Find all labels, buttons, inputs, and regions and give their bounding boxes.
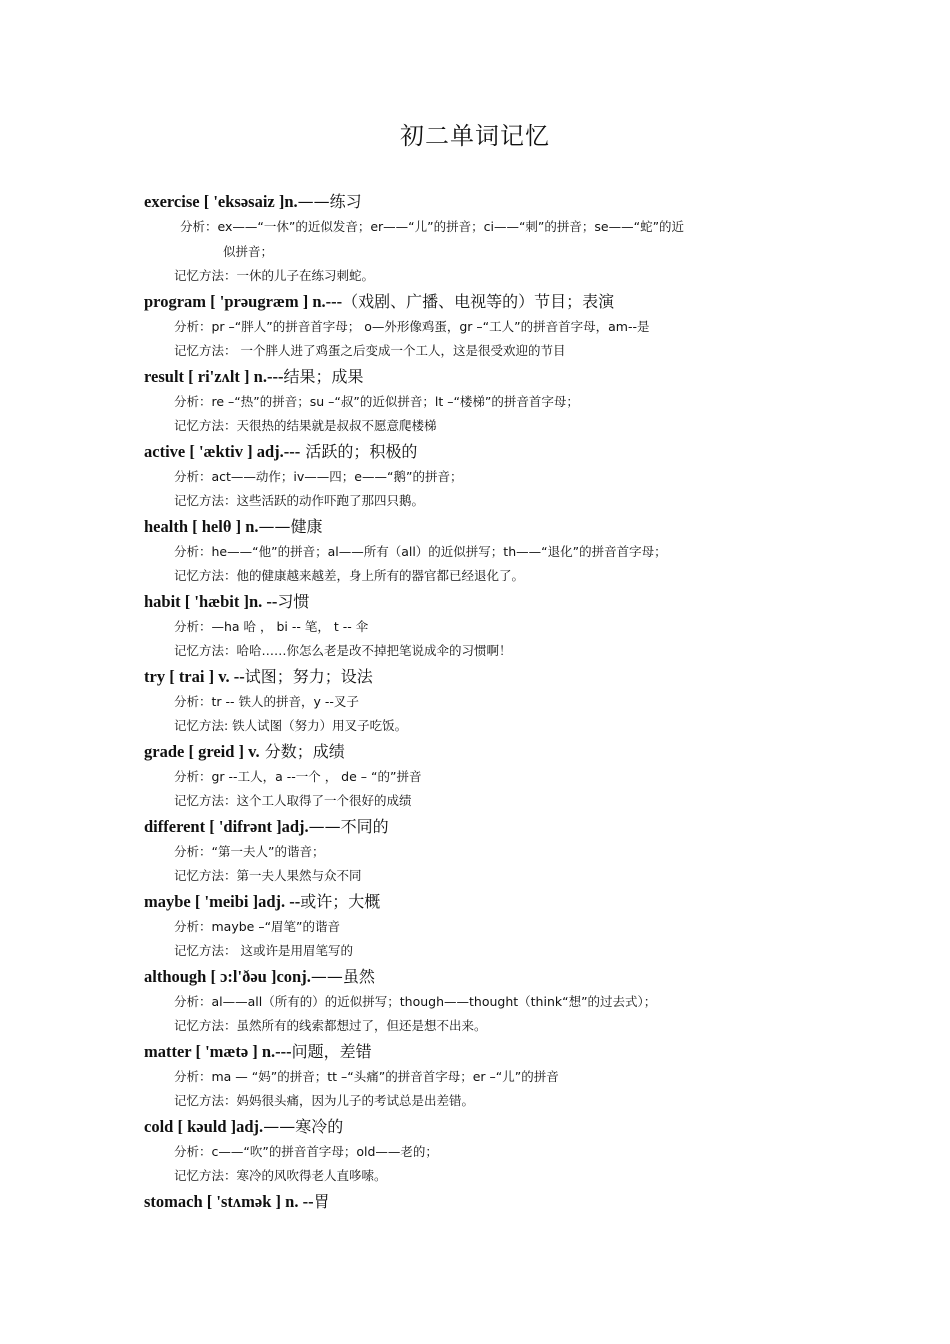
- memory-method-text: 记忆方法：这个工人取得了一个很好的成绩: [174, 793, 412, 808]
- meaning: ——虽然: [310, 966, 375, 986]
- word-entry-list: [144, 189, 844, 1215]
- memory-method-text: 记忆方法：天很热的结果就是叔叔不愿意爬楼梯: [174, 418, 437, 433]
- entry-headline: [144, 889, 844, 915]
- memory-method-text: 记忆方法：第一夫人果然与众不同: [174, 868, 362, 883]
- memory-method-text: 记忆方法：哈哈……你怎么老是改不掉把笔说成伞的习惯啊！: [174, 643, 512, 658]
- headword: result [ ri'zʌlt ] n.---: [144, 366, 284, 386]
- meaning: 结果；成果: [283, 366, 364, 386]
- analysis-text: 分析：act——动作；iv——四；e——“鹅”的拼音；: [174, 468, 463, 484]
- word-entry: [144, 1189, 844, 1215]
- memory-method-text: 记忆方法：虽然所有的线索都想过了，但还是想不出来。: [174, 1018, 487, 1033]
- entry-headline: [144, 814, 844, 840]
- entry-headline: [144, 514, 844, 540]
- memory-method-text: 记忆方法：寒冷的风吹得老人直哆嗦。: [174, 1168, 387, 1183]
- entry-headline: [144, 589, 844, 615]
- memory-method-text: 记忆方法： 这或许是用眉笔写的: [174, 943, 353, 958]
- headword: active [ 'æktiv ] adj.---: [144, 441, 301, 461]
- memory-method-text: 记忆方法：这些活跃的动作吓跑了那四只鹅。: [174, 493, 425, 508]
- entry-headline: [144, 664, 844, 690]
- headword: try [ trai ] v. --: [144, 666, 245, 686]
- memory-method-text: 记忆方法：他的健康越来越差，身上所有的器官都已经退化了。: [174, 568, 525, 583]
- headword: exercise [ 'eksəsaiz ]n.: [144, 192, 298, 211]
- entry-headline: [144, 289, 844, 315]
- word-entry: [144, 739, 844, 814]
- analysis-text: 分析：“第一夫人”的谐音；: [174, 843, 325, 859]
- headword: matter [ 'mætə ] n.---: [144, 1041, 292, 1061]
- word-entry: [144, 964, 844, 1039]
- meaning: ——练习: [297, 192, 362, 211]
- meaning: （戏剧、广播、电视等的）节目；表演: [342, 291, 615, 311]
- memory-method-text: 记忆方法： 一个胖人进了鸡蛋之后变成一个工人，这是很受欢迎的节目: [174, 343, 566, 358]
- meaning: 胃: [313, 1191, 330, 1211]
- analysis-text: 分析：maybe –“眉笔”的谐音: [174, 918, 341, 934]
- word-entry: [144, 439, 844, 514]
- memory-method-text: 记忆方法: 铁人试图（努力）用叉子吃饭。: [174, 718, 408, 733]
- entry-headline: [144, 1039, 844, 1065]
- headword: stomach [ 'stʌmək ] n. --: [144, 1191, 314, 1211]
- page-title: 初二单词记忆: [400, 122, 550, 150]
- meaning: ——寒冷的: [263, 1116, 344, 1136]
- word-entry: [144, 889, 844, 964]
- entry-headline: [144, 439, 844, 465]
- analysis-text: 分析：c——“吹”的拼音首字母；old——老的；: [174, 1143, 438, 1159]
- word-entry: [144, 1114, 844, 1189]
- analysis-text-continued: 似拼音；: [223, 243, 274, 259]
- word-entry: [144, 189, 844, 289]
- headword: program [ 'prəugræm ] n.---: [144, 291, 343, 311]
- word-entry: [144, 589, 844, 664]
- analysis-text: 分析：tr -- 铁人的拼音，y --叉子: [174, 693, 359, 709]
- analysis-text: 分析：he——“他”的拼音；al——所有（all）的近似拼写；th——“退化”的拼音首字母；: [174, 543, 667, 559]
- word-entry: [144, 664, 844, 739]
- analysis-text: 分析：—ha 哈 ， bi -- 笔， t -- 伞: [174, 618, 369, 634]
- entry-headline: [144, 964, 844, 990]
- entry-headline: [144, 1114, 844, 1140]
- headword: maybe [ 'meibi ]adj. --: [144, 891, 301, 911]
- memory-method-text: 记忆方法：妈妈很头痛，因为儿子的考试总是出差错。: [174, 1093, 475, 1108]
- meaning: ——健康: [258, 516, 323, 536]
- headword: health [ helθ ] n.: [144, 516, 259, 536]
- analysis-text: 分析：ex——“一休”的近似发音；er——“儿”的拼音；ci——“刺”的拼音；se——“蛇”的近: [180, 219, 685, 234]
- meaning: 习惯: [277, 591, 310, 611]
- headword: different [ 'difrənt ]adj.: [144, 816, 309, 836]
- headword: although [ ɔ:l'ðəu ]conj.: [144, 966, 311, 986]
- word-entry: [144, 514, 844, 589]
- headword: cold [ kəuld ]adj.: [144, 1116, 264, 1136]
- entry-headline: [144, 739, 844, 765]
- headword: grade [ greid ] v.: [144, 741, 260, 761]
- entry-headline: [144, 189, 844, 215]
- word-entry: [144, 814, 844, 889]
- word-entry: [144, 1039, 844, 1114]
- analysis-text: 分析：gr --工人，a --一个 ， de – “的”拼音: [174, 768, 422, 784]
- analysis-text: 分析：re –“热”的拼音；su –“叔”的近似拼音；lt –“楼梯”的拼音首字母；: [174, 393, 579, 409]
- word-entry: [144, 289, 844, 364]
- headword: habit [ 'hæbit ]n. --: [144, 591, 278, 611]
- meaning: 试图；努力；设法: [244, 666, 373, 686]
- entry-headline: [144, 364, 844, 390]
- meaning: 或许；大概: [300, 891, 381, 911]
- meaning: ——不同的: [308, 816, 389, 836]
- meaning: 问题，差错: [291, 1041, 372, 1061]
- word-entry: [144, 364, 844, 439]
- meaning: 分数；成绩: [259, 741, 345, 761]
- memory-method-text: 记忆方法：一休的儿子在练习刺蛇。: [174, 268, 375, 283]
- analysis-text: 分析：ma — “妈”的拼音；tt –“头痛”的拼音首字母；er –“儿”的拼音: [174, 1068, 559, 1084]
- meaning: 活跃的；积极的: [300, 441, 418, 461]
- analysis-text: 分析：pr –“胖人”的拼音首字母； o—外形像鸡蛋，gr –“工人”的拼音首字母，am--是: [174, 318, 650, 334]
- entry-headline: [144, 1189, 844, 1215]
- analysis-text: 分析：al——all（所有的）的近似拼写；though——thought（think“想”的过去式）；: [174, 993, 657, 1009]
